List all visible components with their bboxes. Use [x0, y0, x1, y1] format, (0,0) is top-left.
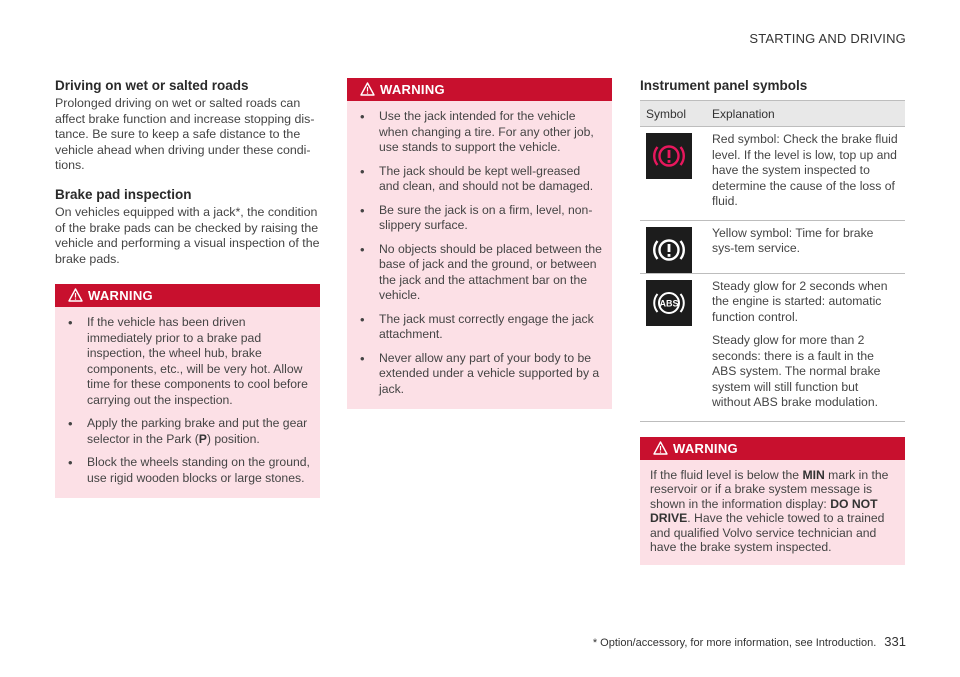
section-header: STARTING AND DRIVING — [749, 31, 906, 46]
brake-warning-yellow-icon — [646, 227, 692, 273]
warning-label: WARNING — [380, 82, 445, 97]
list-item: • Apply the parking brake and put the gear selector in the Park (P) position. — [68, 416, 308, 446]
warning-text: If the fluid level is below the MIN mark in the reservoir or if a brake system message is shown in the information display: DO NOT DRIVE. Have the vehicle towed to a trained and qualified Volvo service technician and have the brake system inspected. — [650, 467, 889, 555]
warning-triangle-icon — [68, 288, 83, 302]
table-row: Red symbol: Check the brake fluid level. If the level is low, top up and have the system inspected to determine the cause of the loss of fluid. — [640, 127, 905, 221]
warning-box-brake-fluid — [640, 437, 905, 566]
warning-header — [55, 284, 320, 307]
list-item: • Never allow any part of your body to be extended under a vehicle supported by a jack. — [360, 350, 600, 396]
warning-box-brake-pad — [55, 284, 320, 498]
symbols-table — [640, 100, 905, 422]
table-row: Yellow symbol: Time for brake sys-tem service. — [640, 220, 905, 273]
list-item: • The jack should be kept well-greased and clean, and should not be damaged. — [360, 163, 594, 193]
page-footer — [593, 634, 906, 649]
warning-label: WARNING — [673, 440, 738, 456]
list-item: • Be sure the jack is on a firm, level, non-slippery surface. — [360, 202, 593, 232]
table-header-explanation: Explanation — [706, 101, 905, 127]
warning-header — [640, 437, 905, 460]
brake-pad-text: On vehicles equipped with a jack*, the condition of the brake pads can be checked by raising the vehicle and performing a visual inspection of the brake pads. — [55, 204, 320, 266]
list-item: • The jack must correctly engage the jack attachment. — [360, 311, 594, 341]
warning-label: WARNING — [88, 288, 153, 304]
warning-list — [55, 307, 320, 498]
list-item: • Use the jack intended for the vehicle when changing a tire. For any other job, use stands to support the vehicle. — [360, 109, 594, 154]
warning-triangle-icon — [653, 441, 668, 455]
warning-header — [347, 78, 612, 101]
list-item: • If the vehicle has been driven immediately prior to a brake pad inspection, the wheel hub, brake components, etc., will be very hot. Allow time for these components to cool before carrying out the inspection. — [68, 315, 308, 407]
footnote: * Option/accessory, for more information, see Introduction. — [592, 637, 877, 649]
list-item: • No objects should be placed between the base of jack and the ground, or between the jack and the attachment bar on the vehicle. — [360, 241, 602, 302]
column-2 — [347, 78, 612, 409]
page-number: 331 — [884, 634, 906, 649]
column-1 — [55, 78, 320, 498]
park-symbol: P — [198, 431, 207, 446]
column-3 — [640, 78, 905, 565]
warning-list — [347, 101, 612, 409]
list-item: • Block the wheels standing on the ground, use rigid wooden blocks or large stones. — [68, 455, 310, 485]
abs-icon — [646, 280, 692, 326]
warning-box-jack — [347, 78, 612, 409]
warning-triangle-icon — [360, 82, 375, 96]
abs-icon-label: ABS — [659, 298, 679, 308]
wet-roads-text: Prolonged driving on wet or salted roads can affect brake function and increase stopping dis-tance. Be sure to keep a safe distance to the vehicle ahead when driving under these condi-tions. — [55, 96, 315, 173]
wet-roads-heading: Driving on wet or salted roads — [55, 78, 249, 93]
brake-pad-heading: Brake pad inspection — [55, 186, 192, 202]
table-row: ABS Steady glow for 2 seconds when the engine is started: automatic function control. Steady glow for more than 2 seconds: there is a fault in the ABS system. The normal brake system will still function but without ABS brake modulation. — [640, 273, 905, 421]
symbols-heading: Instrument panel symbols — [640, 78, 808, 93]
table-header-symbol: Symbol — [640, 101, 706, 127]
brake-warning-red-icon — [646, 133, 692, 179]
